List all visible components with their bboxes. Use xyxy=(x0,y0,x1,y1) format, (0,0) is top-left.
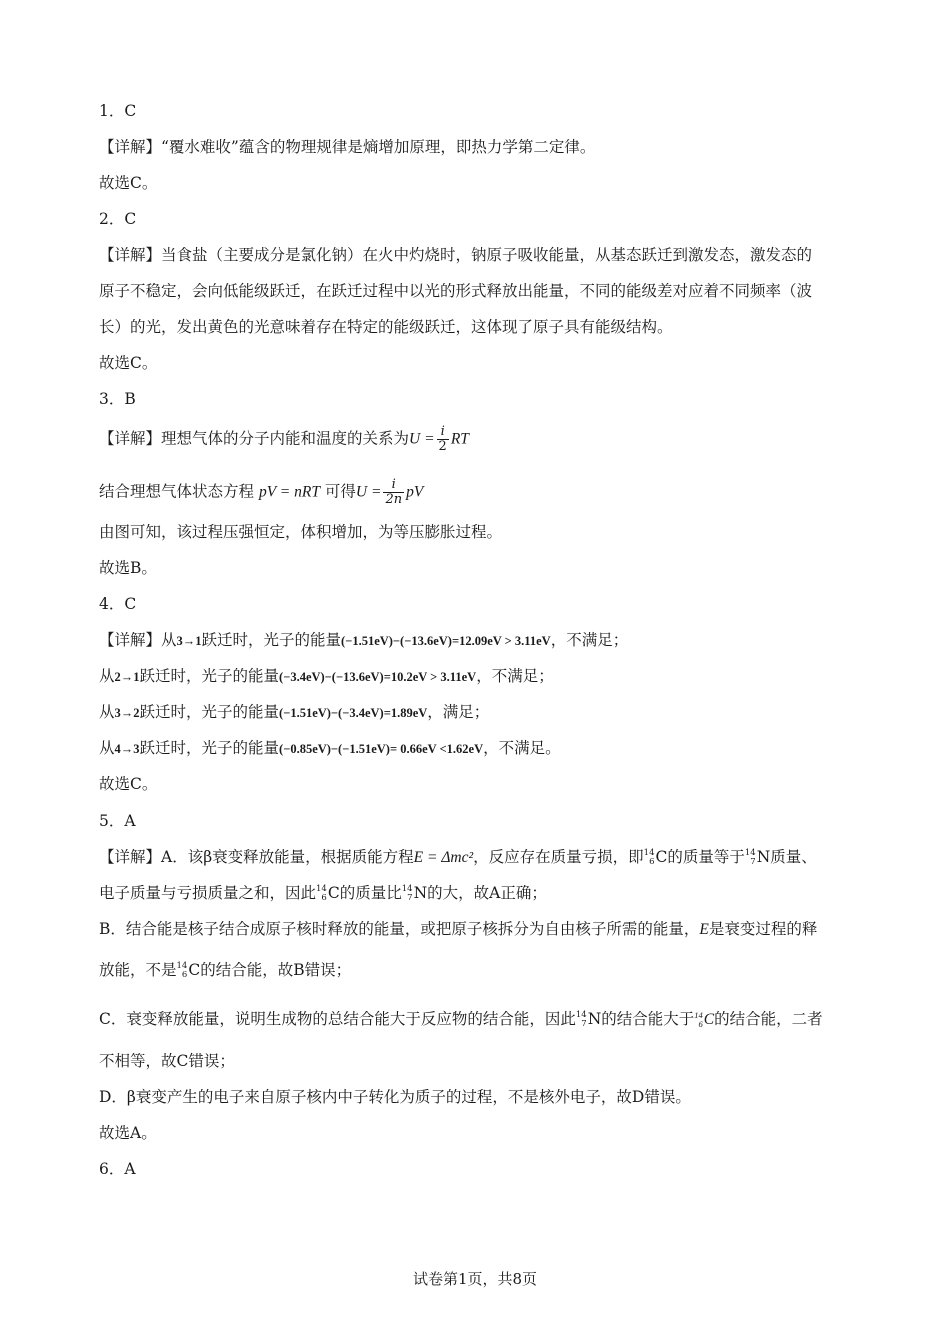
carbon14-nuclide xyxy=(316,883,340,903)
q5-b-energy-symbol: E xyxy=(699,921,709,938)
q4-l4-transition: 4→3 xyxy=(114,742,140,756)
q2-answer: 2．C xyxy=(99,210,137,228)
q4-l4-pre: 从 xyxy=(99,739,115,757)
q1-answer: 1．C xyxy=(99,102,137,120)
q4-l3-post: ，满足； xyxy=(427,703,490,721)
q5-c-line2: 不相等，故C错误； xyxy=(99,1052,235,1070)
q3-eq1-num: i xyxy=(440,424,445,439)
c14-mass-number: 14 xyxy=(643,848,655,858)
q3-eq2: pV = nRT xyxy=(258,483,320,501)
page-footer: 试卷第1页，共8页 xyxy=(412,1270,538,1288)
q4-l2-post: ，不满足； xyxy=(476,667,554,685)
n14-symbol: N xyxy=(756,848,771,866)
n14-mass-number: 14 xyxy=(744,848,756,858)
q4-l3-pre: 从 xyxy=(99,703,115,721)
q4-l3-mid: 跃迁时，光子的能量 xyxy=(139,703,280,721)
q3-eq3-lhs: U = xyxy=(355,483,382,501)
q5-c-l1-pre: C．衰变释放能量，说明生成物的总结合能大于反应物的结合能，因此 xyxy=(99,1010,576,1028)
c14-mass-number: 14 xyxy=(694,1010,703,1021)
q3-detail-text: 【详解】理想气体的分子内能和温度的关系为 xyxy=(99,429,410,448)
q5-a-l1-mid2: 的质量等于 xyxy=(667,848,745,866)
c14-symbol: C xyxy=(188,961,201,979)
carbon14-nuclide xyxy=(177,960,201,980)
nitrogen14-nuclide xyxy=(576,1009,601,1029)
n14-atomic-number: 7 xyxy=(750,857,756,867)
carbon14-nuclide xyxy=(644,847,668,867)
q5-d-line1: D．β衰变产生的电子来自原子核内中子转化为质子的过程，不是核外电子，故D错误。 xyxy=(99,1088,691,1106)
q3-detail-mid: 可得 xyxy=(324,482,356,501)
n14-mass-number: 14 xyxy=(401,884,413,894)
q4-l1-equation: (−1.51eV)−(−13.6eV)=12.09eV > 3.11eV xyxy=(341,634,551,648)
q2-detail-line1: 【详解】当食盐（主要成分是氯化钠）在火中灼烧时，钠原子吸收能量，从基态跃迁到激发态，激发态的 xyxy=(99,246,813,264)
q3-eq3-den: 2n xyxy=(385,492,403,507)
n14-mass-number: 14 xyxy=(575,1010,587,1020)
q5-mass-energy-equation: E = Δmc² xyxy=(413,849,474,866)
q5-a-l2-mid: 的质量比 xyxy=(339,884,402,902)
q4-line4 xyxy=(99,738,859,759)
q3-eq1-fraction xyxy=(437,425,449,454)
q4-l4-post: ，不满足。 xyxy=(483,739,561,757)
q4-l1-transition: 3→1 xyxy=(176,634,202,648)
q5-a-l1-post: 质量、 xyxy=(770,848,817,866)
q4-conclusion: 故选C。 xyxy=(99,775,158,793)
q4-l2-mid: 跃迁时，光子的能量 xyxy=(139,667,280,685)
q5-conclusion: 故选A。 xyxy=(99,1124,157,1142)
q4-line2 xyxy=(99,666,859,687)
q5-b-l1-post: 是衰变过程的释 xyxy=(708,920,818,938)
c14-atomic-number: 6 xyxy=(698,1019,703,1030)
q3-detail-line3: 由图可知，该过程压强恒定，体积增加，为等压膨胀过程。 xyxy=(99,523,503,541)
q5-answer: 5．A xyxy=(99,812,136,830)
c14-symbol: C xyxy=(327,884,340,902)
q4-l1-post: ，不满足； xyxy=(550,631,629,649)
q4-l4-mid: 跃迁时，光子的能量 xyxy=(139,739,280,757)
q4-l4-equation: (−0.85eV)−(−1.51eV)= 0.66eV <1.62eV xyxy=(279,742,484,756)
n14-symbol: N xyxy=(587,1010,602,1028)
q4-l3-equation: (−1.51eV)−(−3.4eV)=1.89eV xyxy=(279,706,428,720)
q5-c-l1-mid: 的结合能大于 xyxy=(601,1010,695,1028)
q5-c-line1 xyxy=(99,1009,859,1030)
q1-conclusion: 故选C。 xyxy=(99,174,158,192)
q5-a-l1-mid: ，反应存在质量亏损，即 xyxy=(473,848,644,866)
q4-line3 xyxy=(99,702,859,723)
nitrogen14-nuclide xyxy=(745,847,770,867)
q3-eq1-den: 2 xyxy=(438,439,447,454)
q5-b-l1-pre: B．结合能是核子结合成原子核时释放的能量，或把原子核拆分为自由核子所需的能量， xyxy=(99,920,700,938)
q5-b-l2-post: 的结合能，故B错误； xyxy=(200,961,352,979)
c14-atomic-number: 6 xyxy=(181,970,188,980)
q3-eq3-rhs: pV xyxy=(406,483,424,501)
q5-c-l1-post: 的结合能，二者 xyxy=(714,1010,823,1028)
q3-eq1-rhs: RT xyxy=(450,430,469,448)
q2-detail-line2: 原子不稳定，会向低能级跃迁，在跃迁过程中以光的形式释放出能量，不同的能级差对应着不同频率（波 xyxy=(99,282,813,300)
q5-b-l2-pre: 放能，不是 xyxy=(99,961,177,979)
c14-symbol: C xyxy=(655,848,668,866)
q3-answer: 3．B xyxy=(99,390,136,408)
q3-eq3-fraction xyxy=(383,478,404,507)
c14-mass-number: 14 xyxy=(316,884,327,894)
q4-l3-transition: 3→2 xyxy=(114,706,140,720)
q4-answer: 4．C xyxy=(99,595,137,613)
q5-a-line1 xyxy=(99,847,859,868)
q2-detail-line3: 长）的光，发出黄色的光意味着存在特定的能级跃迁，这体现了原子具有能级结构。 xyxy=(99,318,673,336)
q3-eq3-num: i xyxy=(391,477,396,492)
q3-detail-line2 xyxy=(99,478,859,507)
q3-conclusion: 故选B。 xyxy=(99,559,157,577)
n14-symbol: N xyxy=(413,884,428,902)
q3-eq1-lhs: U = xyxy=(409,430,435,448)
q1-detail: 【详解】“覆水难收”蕴含的物理规律是熵增加原理，即热力学第二定律。 xyxy=(99,138,596,156)
q2-conclusion: 故选C。 xyxy=(99,354,158,372)
q4-l1-mid: 跃迁时，光子的能量 xyxy=(201,631,342,649)
q5-a-line2 xyxy=(99,883,859,903)
q5-a-l1-pre: 【详解】A．该β衰变释放能量，根据质能方程 xyxy=(99,848,414,866)
c14-symbol: C xyxy=(703,1011,715,1028)
q4-line1 xyxy=(99,630,859,651)
q4-l2-transition: 2→1 xyxy=(114,670,140,684)
n14-atomic-number: 7 xyxy=(407,893,413,903)
q5-a-l2-pre: 电子质量与亏损质量之和，因此 xyxy=(99,884,317,902)
q3-detail-line1 xyxy=(99,425,859,454)
q6-answer: 6．A xyxy=(99,1160,136,1178)
q5-b-line2 xyxy=(99,960,859,980)
q4-l2-equation: (−3.4eV)−(−13.6eV)=10.2eV > 3.11eV xyxy=(279,670,477,684)
q3-detail-text2: 结合理想气体状态方程 xyxy=(99,482,255,501)
n14-atomic-number: 7 xyxy=(581,1019,587,1029)
c14-atomic-number: 6 xyxy=(321,893,327,903)
carbon14-nuclide xyxy=(694,1010,714,1030)
nitrogen14-nuclide xyxy=(402,883,427,903)
c14-mass-number: 14 xyxy=(176,961,188,971)
q4-l2-pre: 从 xyxy=(99,667,115,685)
q4-l1-pre: 【详解】从 xyxy=(99,631,177,649)
q5-b-line1 xyxy=(99,919,859,940)
c14-atomic-number: 6 xyxy=(649,857,655,867)
q5-a-l2-post: 的大，故A正确； xyxy=(427,884,547,902)
